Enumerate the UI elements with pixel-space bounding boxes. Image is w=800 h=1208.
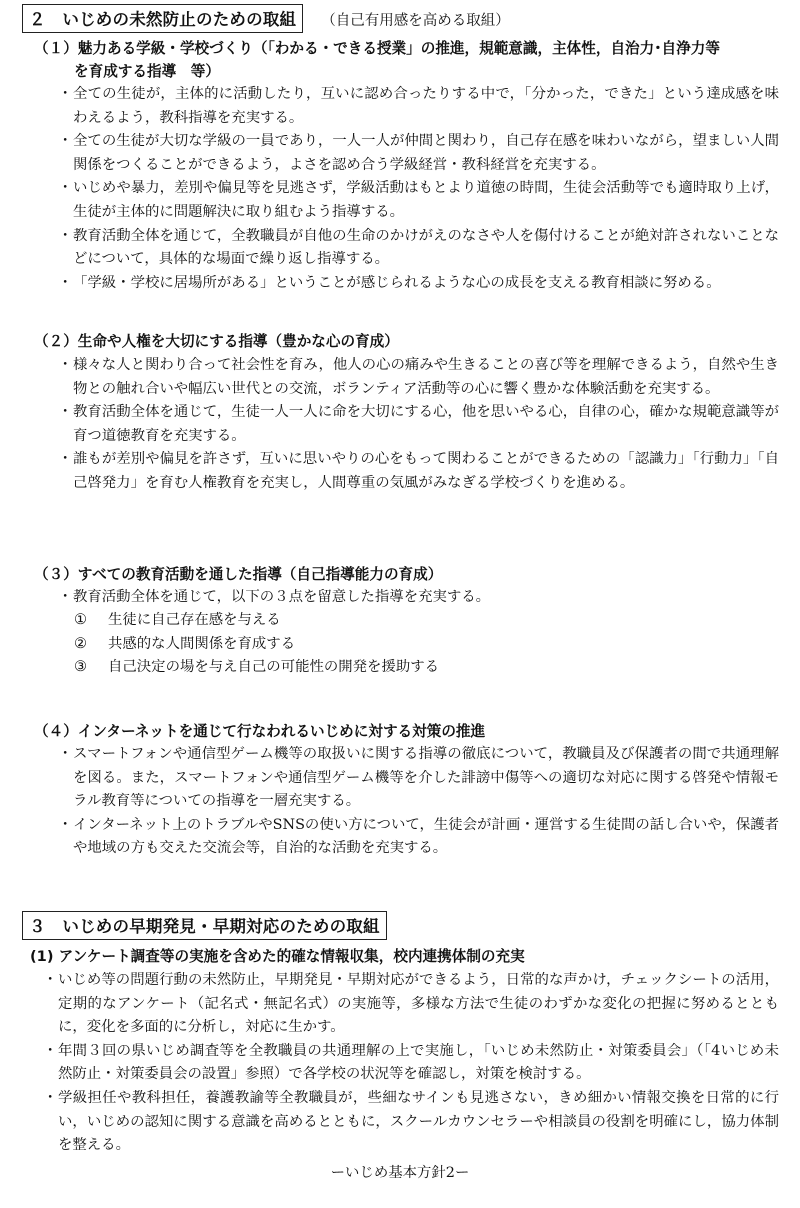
subsection-2-3-numbered-list <box>74 609 439 680</box>
list-item: ・ 誰もが差別や偏見を許さず，互いに思いやりの心をもって関わることができるための「認識力」「行動力」「自己啓発力」を育む人権教育を充実し，人間尊重の気風がみなぎる学校づくりを進める。 <box>61 448 779 495</box>
list-item: ・ 学級担任や教科担任，養護教諭等全教職員が，些細なサインも見逃さない，きめ細かい情報交換を日常的に行い，いじめの認知に関する意識を高めるとともに，スクールカウンセラーや相談員の役割を明確にし，協力体制を整える。 <box>46 1087 779 1158</box>
list-item: ・ インターネット上のトラブルやSNSの使い方について，生徒会が計画・運営する生徒間の話し合いや，保護者や地域の方も交えた交流会等，自治的な活動を充実する。 <box>61 814 779 861</box>
item-number: ③ <box>74 659 87 676</box>
list-item: ・ 全ての生徒が，主体的に活動したり，互いに認め合ったりする中で，「分かった，できた」という達成感を味わえるよう，教科指導を充実する。 <box>61 83 779 130</box>
list-item: ・ 「学級・学校に居場所がある」ということが感じられるような心の成長を支える教育相談に努める。 <box>61 272 779 296</box>
subsection-2-3-title: （３）すべての教育活動を通した指導（自己指導能力の育成） <box>34 566 443 583</box>
numbered-item <box>74 609 439 633</box>
list-item: ・ 教育活動全体を通じて，生徒一人一人に命を大切にする心，他を思いやる心，自律の心，確かな規範意識等が育つ道徳教育を充実する。 <box>61 401 779 448</box>
list-item: ・ 様々な人と関わり合って社会性を育み，他人の心の痛みや生きることの喜び等を理解できるよう，自然や生き物との触れ合いや幅広い世代との交流，ボランティア活動等の心に響く豊かな体験活動を充実する。 <box>61 354 779 401</box>
subsection-2-2-title: （２）生命や人権を大切にする指導（豊かな心の育成） <box>34 333 399 350</box>
subsection-2-1-title-line2: を育成する指導 等） <box>74 63 220 80</box>
list-item: ・ いじめや暴力，差別や偏見等を見逃さず，学級活動はもとより道徳の時間，生徒会活動等でも適時取り上げ，生徒が主体的に問題解決に取り組むよう指導する。 <box>61 177 779 224</box>
subsection-2-4-title: （４）インターネットを通じて行なわれるいじめに対する対策の推進 <box>34 723 486 740</box>
subsection-2-1-title-line1: （１）魅力ある学級・学校づくり（「わかる・できる授業」の推進，規範意識，主体性，自治力･自浄力等 <box>34 40 720 57</box>
item-text: 自己決定の場を与え自己の可能性の開発を援助する <box>108 659 439 676</box>
list-item: ・ いじめ等の問題行動の未然防止，早期発見・早期対応ができるよう，日常的な声かけ，チェックシートの活用，定期的なアンケート（記名式・無記名式）の実施等，多様な方法で生徒のわずかな変化の把握に努めるとともに，変化を多面的に分析し，対応に生かす。 <box>46 969 779 1040</box>
list-item: ・ スマートフォンや通信型ゲーム機等の取扱いに関する指導の徹底について，教職員及び保護者の間で共通理解を図る。また，スマートフォンや通信型ゲーム機等を介した誹謗中傷等への適切な対応に関する啓発や情報モラル教育等についての指導を一層充実する。 <box>61 743 779 814</box>
section-2-title: ２ いじめの未然防止のための取組 <box>22 4 303 33</box>
list-item: ・ 全ての生徒が大切な学級の一員であり，一人一人が仲間と関わり，自己存在感を味わいながら，望ましい人間関係をつくることができるよう，よさを認め合う学級経営・教科経営を充実する。 <box>61 130 779 177</box>
section-2-heading <box>22 4 510 33</box>
item-text: 共感的な人間関係を育成する <box>108 635 296 652</box>
subsection-3-1-title: (1) アンケート調査等の実施を含めた的確な情報収集，校内連携体制の充実 <box>30 948 525 965</box>
subsection-3-1-bullets <box>46 969 779 1158</box>
section-3-heading <box>22 911 387 940</box>
section-2-note: （自己有用感を高める取組） <box>321 13 510 29</box>
numbered-item <box>74 633 439 657</box>
list-item: ・ 年間３回の県いじめ調査等を全教職員の共通理解の上で実施し，「いじめ未然防止・対策委員会」（「4いじめ未然防止・対策委員会の設置」参照）で各学校の状況等を確認し，対策を検討する。 <box>46 1040 779 1087</box>
list-item: ・ 教育活動全体を通じて，全教職員が自他の生命のかけがえのなさや人を傷付けることが絶対許されないことなどについて，具体的な場面で繰り返し指導する。 <box>61 225 779 272</box>
subsection-2-4-bullets <box>61 743 779 861</box>
item-text: 生徒に自己存在感を与える <box>108 612 281 628</box>
section-3-title: ３ いじめの早期発見・早期対応のための取組 <box>22 911 387 940</box>
item-number: ① <box>74 612 87 628</box>
list-item: ・ 教育活動全体を通じて，以下の３点を留意した指導を充実する。 <box>61 586 779 610</box>
page-footer: ーいじめ基本方針2ー <box>330 1165 470 1181</box>
subsection-2-2-bullets <box>61 354 779 496</box>
subsection-2-3-bullets <box>61 586 779 610</box>
item-number: ② <box>74 635 87 652</box>
numbered-item <box>74 656 439 680</box>
subsection-2-1-bullets <box>61 83 779 295</box>
